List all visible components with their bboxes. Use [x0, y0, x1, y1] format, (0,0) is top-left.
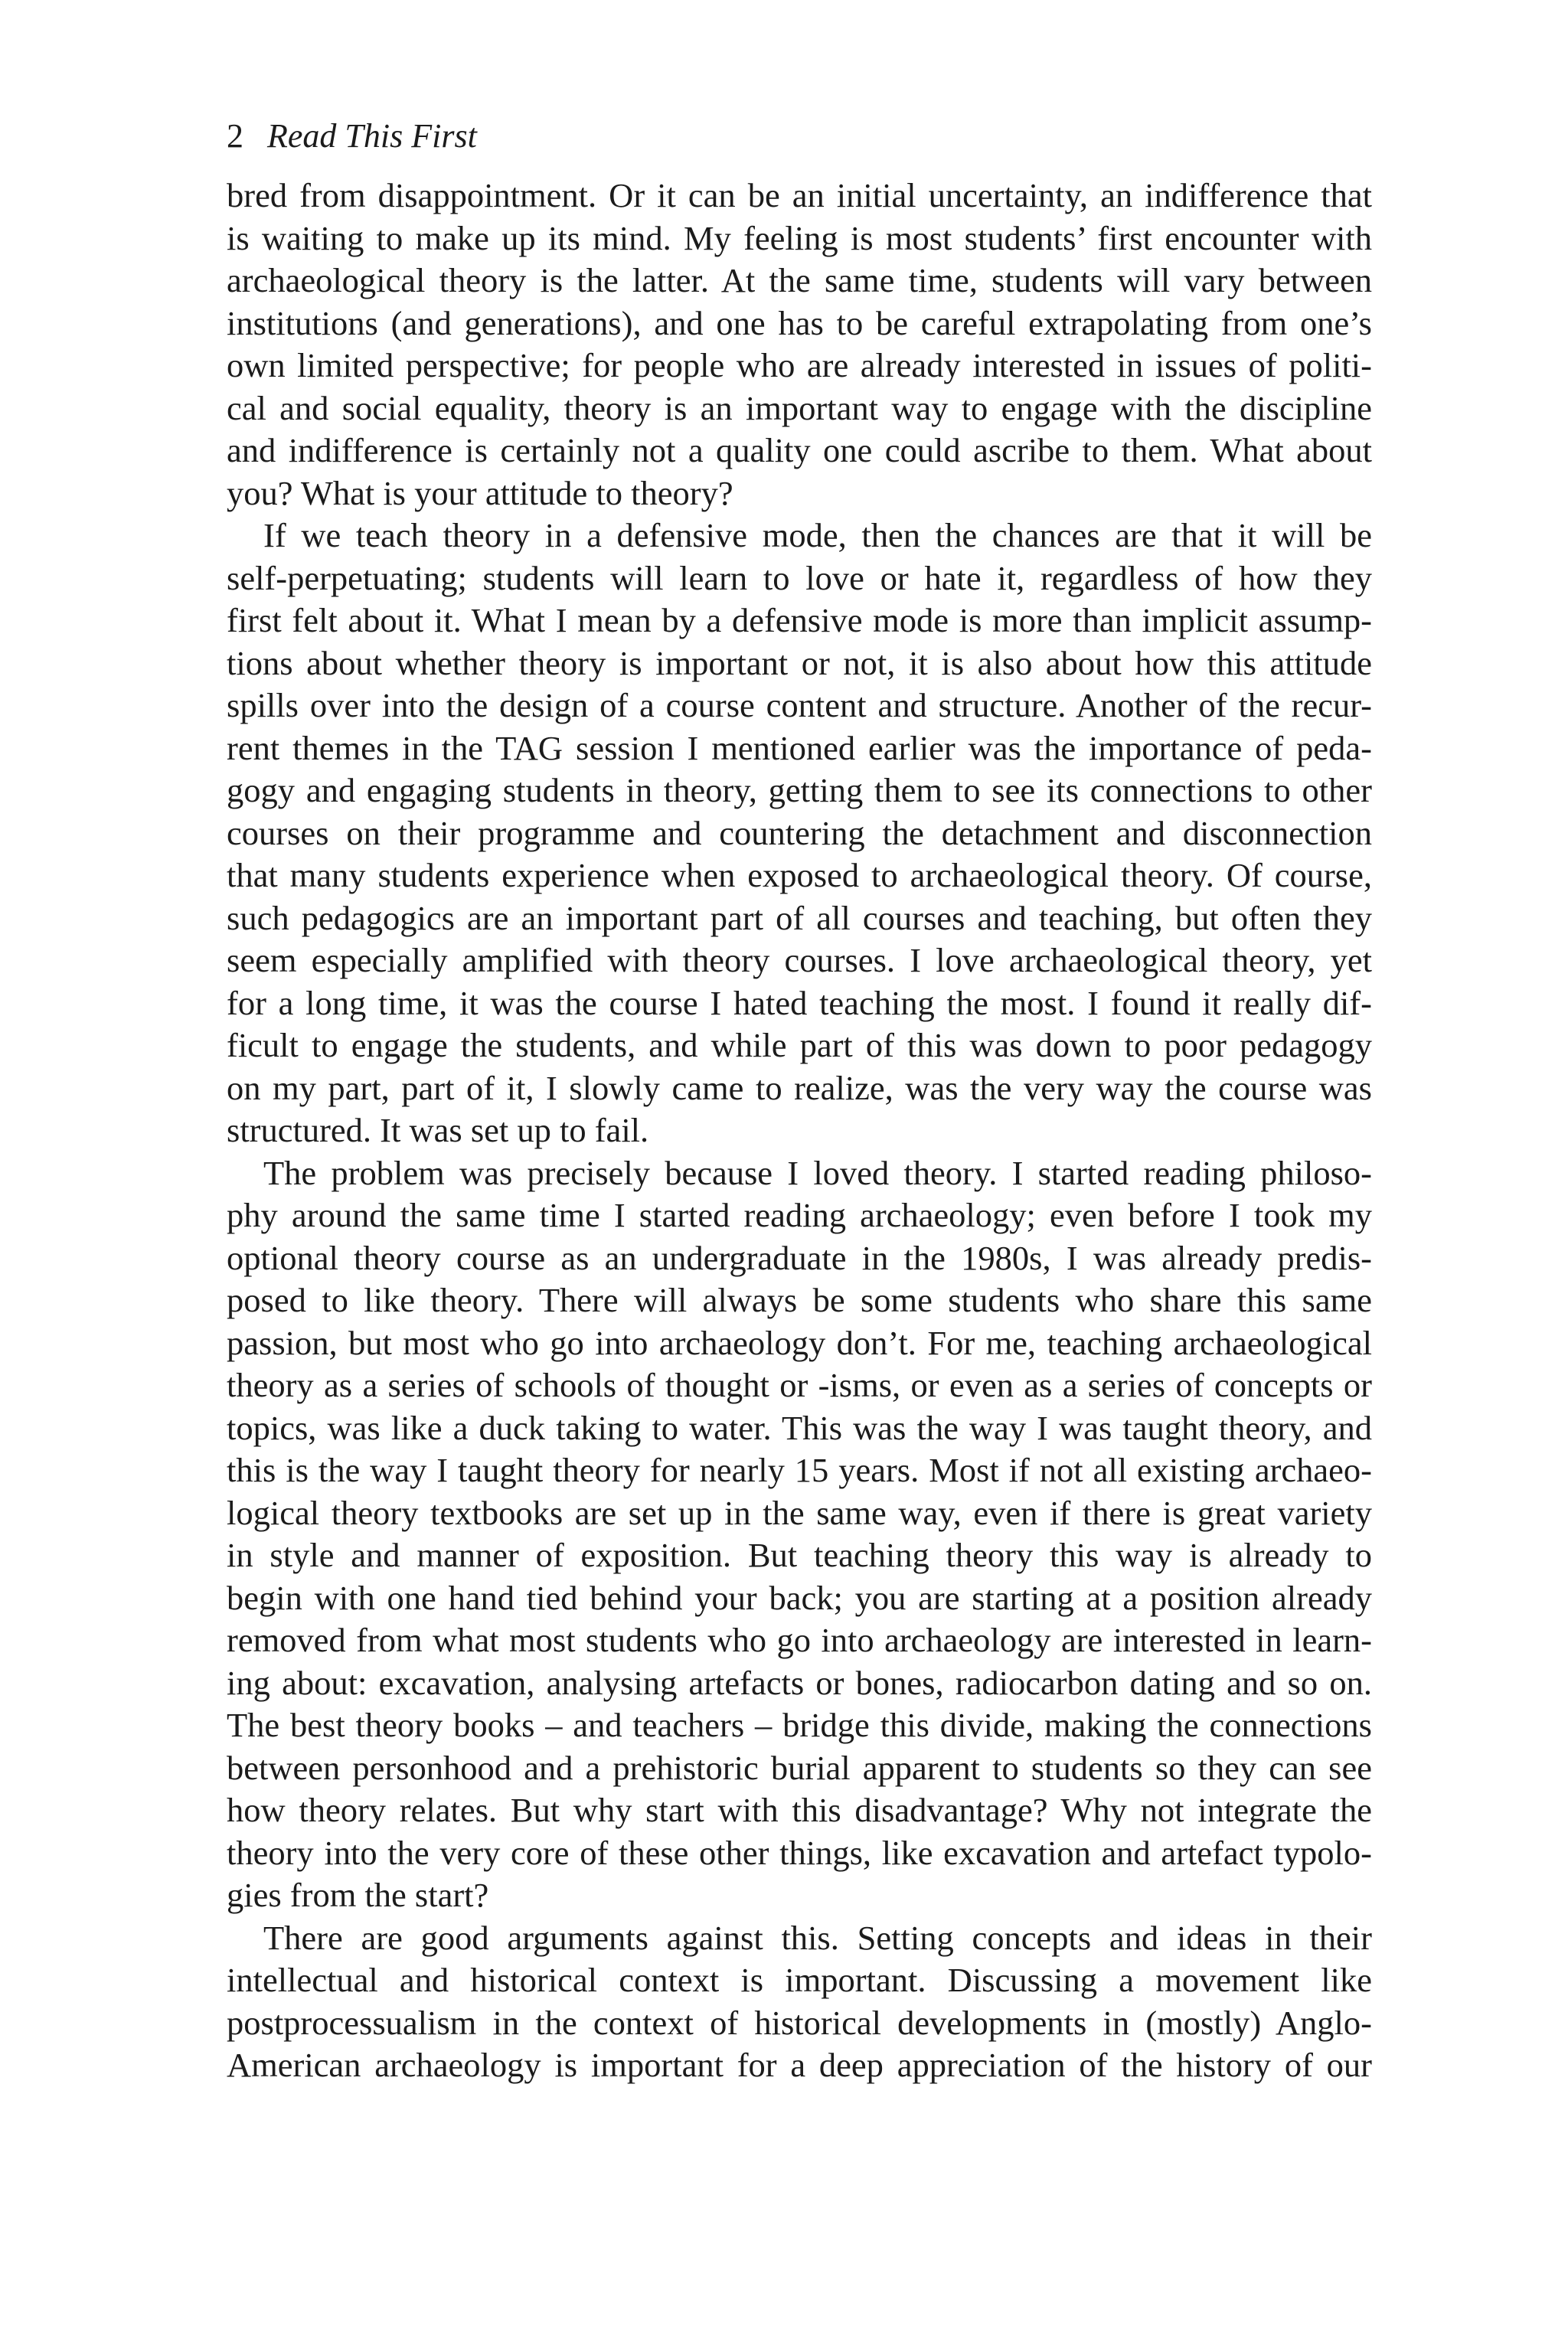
- text-line: There are good arguments against this. Setting concepts and ideas in their: [263, 1918, 1372, 1957]
- text-line: structured. It was set up to fail.: [227, 1111, 649, 1149]
- body-text: [227, 175, 1372, 2087]
- text-line: that many students experience when exposed to archaeological theory. Of course,: [227, 856, 1372, 894]
- text-line: The best theory books – and teachers – bridge this divide, making the connections: [227, 1706, 1372, 1744]
- text-line: bred from disappointment. Or it can be an initial uncertainty, an indifference that: [227, 176, 1372, 214]
- text-line: seem especially amplified with theory courses. I love archaeological theory, yet: [227, 941, 1372, 979]
- text-line: If we teach theory in a defensive mode, then the chances are that it will be: [263, 516, 1372, 554]
- text-line: theory as a series of schools of thought or -isms, or even as a series of concepts or: [227, 1366, 1372, 1404]
- text-line: in style and manner of exposition. But teaching theory this way is already to: [227, 1536, 1372, 1574]
- text-line: removed from what most students who go into archaeology are interested in learn-: [227, 1621, 1372, 1659]
- page-number: 2: [227, 117, 243, 155]
- text-line: phy around the same time I started reading archaeology; even before I took my: [227, 1196, 1372, 1234]
- text-line: optional theory course as an undergraduate in the 1980s, I was already predis-: [227, 1238, 1372, 1277]
- text-line: cal and social equality, theory is an important way to engage with the discipline: [227, 388, 1372, 427]
- text-line: tions about whether theory is important or not, it is also about how this attitude: [227, 643, 1372, 682]
- text-line: between personhood and a prehistoric burial apparent to students so they can see: [227, 1748, 1372, 1787]
- text-line: The problem was precisely because I loved theory. I started reading philoso-: [263, 1153, 1372, 1192]
- paragraph: [227, 175, 1372, 514]
- text-line: gies from the start?: [227, 1876, 489, 1914]
- text-line: passion, but most who go into archaeology don’t. For me, teaching archaeological: [227, 1323, 1372, 1362]
- paragraph: [227, 1917, 1372, 2087]
- text-line: ficult to engage the students, and while part of this was down to poor pedagogy: [227, 1026, 1372, 1064]
- text-line: such pedagogics are an important part of all courses and teaching, but often they: [227, 898, 1372, 937]
- running-title: Read This First: [267, 117, 477, 155]
- text-line: on my part, part of it, I slowly came to realize, was the very way the course was: [227, 1068, 1372, 1107]
- text-line: begin with one hand tied behind your back; you are starting at a position already: [227, 1578, 1372, 1617]
- text-line: courses on their programme and countering the detachment and disconnection: [227, 813, 1372, 852]
- text-line: intellectual and historical context is important. Discussing a movement like: [227, 1961, 1372, 1999]
- text-line: archaeological theory is the latter. At the same time, students will vary between: [227, 261, 1372, 299]
- text-line: first felt about it. What I mean by a defensive mode is more than implicit assump-: [227, 601, 1372, 639]
- text-line: you? What is your attitude to theory?: [227, 473, 733, 512]
- text-line: logical theory textbooks are set up in the same way, even if there is great variety: [227, 1493, 1372, 1532]
- paragraph: [227, 514, 1372, 1152]
- text-line: theory into the very core of these other things, like excavation and artefact typolo-: [227, 1833, 1372, 1872]
- paragraph: [227, 1152, 1372, 1917]
- text-line: is waiting to make up its mind. My feeling is most students’ first encounter with: [227, 218, 1372, 257]
- text-line: rent themes in the TAG session I mentioned earlier was the importance of peda-: [227, 728, 1372, 767]
- text-line: this is the way I taught theory for nearly 15 years. Most if not all existing archaeo-: [227, 1451, 1372, 1489]
- text-line: self-perpetuating; students will learn to love or hate it, regardless of how they: [227, 558, 1372, 597]
- text-line: American archaeology is important for a deep appreciation of the history of our: [227, 2046, 1372, 2084]
- text-line: topics, was like a duck taking to water. This was the way I was taught theory, and: [227, 1408, 1372, 1447]
- text-line: how theory relates. But why start with this disadvantage? Why not integrate the: [227, 1791, 1372, 1829]
- running-head: [227, 115, 477, 158]
- text-line: ing about: excavation, analysing artefacts or bones, radiocarbon dating and so on.: [227, 1663, 1372, 1702]
- text-line: and indifference is certainly not a quality one could ascribe to them. What about: [227, 431, 1372, 469]
- text-line: institutions (and generations), and one has to be careful extrapolating from one’s: [227, 303, 1372, 342]
- text-line: for a long time, it was the course I hated teaching the most. I found it really dif-: [227, 983, 1372, 1022]
- text-line: posed to like theory. There will always be some students who share this same: [227, 1281, 1372, 1319]
- text-line: postprocessualism in the context of historical developments in (mostly) Anglo-: [227, 2003, 1372, 2042]
- text-line: gogy and engaging students in theory, getting them to see its connections to other: [227, 771, 1372, 809]
- text-line: spills over into the design of a course content and structure. Another of the recur-: [227, 686, 1372, 724]
- text-line: own limited perspective; for people who are already interested in issues of politi-: [227, 346, 1372, 384]
